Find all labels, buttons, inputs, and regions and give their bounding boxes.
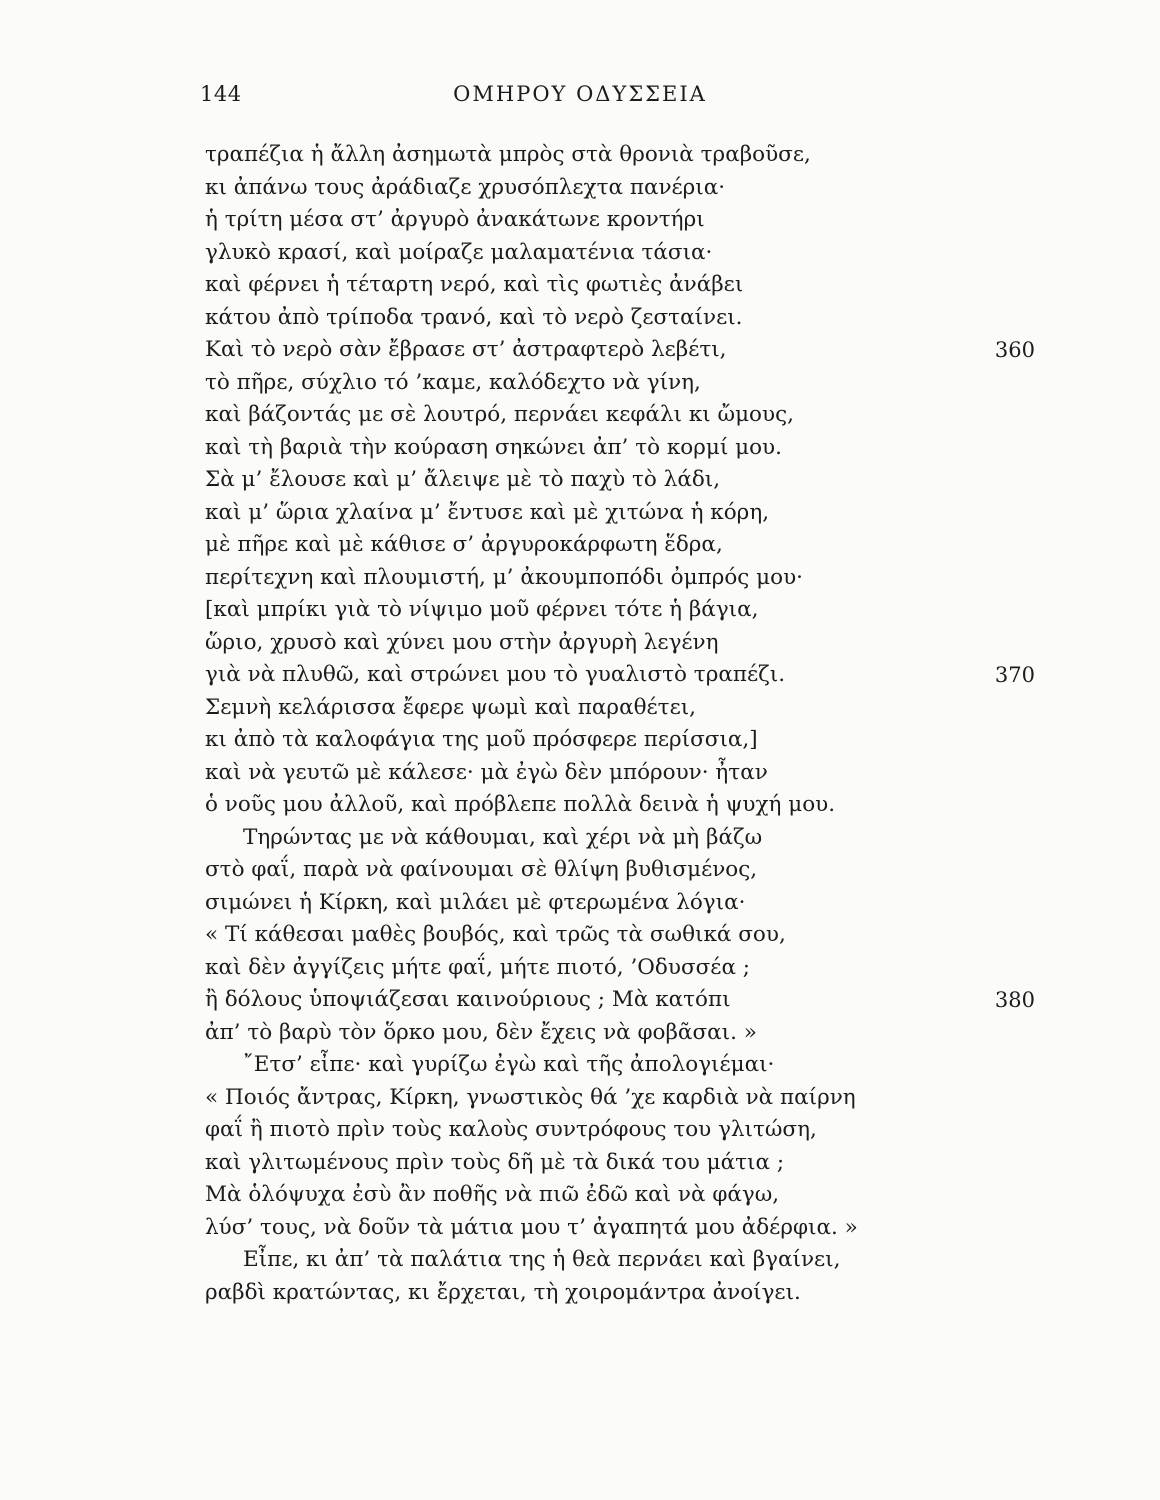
verse-line	[205, 302, 1065, 335]
verse-line	[205, 334, 1065, 367]
verse-line	[205, 1147, 1065, 1180]
verse-text: στὸ φαΐ, παρὰ νὰ φαίνουμαι σὲ θλίψη βυθισμένος,	[205, 857, 758, 882]
verse-line	[205, 204, 1065, 237]
verse-text: μὲ πῆρε καὶ μὲ κάθισε σ’ ἀργυροκάρφωτη ἕδρα,	[205, 532, 723, 557]
verse-text: Σεμνὴ κελάρισσα ἔφερε ψωμὶ καὶ παραθέτει,	[205, 694, 696, 720]
verse-line	[205, 497, 1065, 530]
verse-line	[205, 237, 1065, 270]
verse-line	[205, 1049, 1065, 1082]
verse-line	[205, 919, 1065, 952]
verse-text: ἀπ’ τὸ βαρὺ τὸν ὅρκο μου, δὲν ἔχεις νὰ φοβᾶσαι. »	[205, 1019, 757, 1045]
verse-text: Καὶ τὸ νερὸ σὰν ἔβρασε στ’ ἀστραφτερὸ λεβέτι,	[205, 337, 727, 362]
verse-line	[205, 139, 1065, 172]
verse-text: σιμώνει ἡ Κίρκη, καὶ μιλάει μὲ φτερωμένα λόγια·	[205, 889, 746, 915]
verse-text: ἡ τρίτη μέσα στ’ ἀργυρὸ ἀνακάτωνε κροντήρι	[205, 207, 705, 232]
verse-line	[205, 172, 1065, 205]
verse-line	[205, 822, 1065, 855]
verse-line	[205, 432, 1065, 465]
verse-text: καὶ τὴ βαριὰ τὴν κούραση σηκώνει ἀπ’ τὸ κορμί μου.	[205, 434, 782, 460]
verse-text: κι ἀπάνω τους ἀράδιαζε χρυσόπλεχτα πανέρια·	[205, 174, 726, 200]
verse-line	[205, 854, 1065, 887]
verse-text: Τηρώντας με νὰ κάθουμαι, καὶ χέρι νὰ μὴ βάζω	[243, 824, 763, 850]
verse-line	[205, 464, 1065, 497]
verse-text: γιὰ νὰ πλυθῶ, καὶ στρώνει μου τὸ γυαλιστὸ τραπέζι.	[205, 662, 786, 687]
verse-line	[205, 269, 1065, 302]
verse-line	[205, 1277, 1065, 1310]
line-number: 360	[994, 338, 1035, 362]
verse-line	[205, 399, 1065, 432]
verse-text: ὥριο, χρυσὸ καὶ χύνει μου στὴν ἀργυρὴ λεγένη	[205, 629, 719, 655]
page-number: 144	[200, 82, 242, 106]
verse-line	[205, 627, 1065, 660]
verse-line	[205, 1082, 1065, 1115]
verse-text: λύσ’ τους, νὰ δοῦν τὰ μάτια μου τ’ ἀγαπητά μου ἀδέρφια. »	[205, 1214, 858, 1240]
verse-text: καὶ μ’ ὥρια χλαίνα μ’ ἔντυσε καὶ μὲ χιτώνα ἡ κόρη,	[205, 499, 770, 525]
verse-text: [καὶ μπρίκι γιὰ τὸ νίψιμο μοῦ φέρνει τότε ἡ βάγια,	[205, 597, 759, 622]
verse-text: καὶ φέρνει ἡ τέταρτη νερό, καὶ τὶς φωτιὲς ἀνάβει	[205, 272, 744, 297]
verse-text: ραβδὶ κρατώντας, κι ἔρχεται, τὴ χοιρομάντρα ἀνοίγει.	[205, 1279, 801, 1305]
line-number: 370	[994, 663, 1035, 687]
verse-line	[205, 1244, 1065, 1277]
verse-line	[205, 562, 1065, 595]
verse-text: « Τί κάθεσαι μαθὲς βουβός, καὶ τρῶς τὰ σωθικά σου,	[205, 922, 786, 947]
verse-line	[205, 1114, 1065, 1147]
verse-text: Σὰ μ’ ἔλουσε καὶ μ’ ἄλειψε μὲ τὸ παχὺ τὸ λάδι,	[205, 467, 721, 492]
verse-text: Μὰ ὁλόψυχα ἐσὺ ἂν ποθῆς νὰ πιῶ ἐδῶ καὶ νὰ φάγω,	[205, 1182, 780, 1207]
verse-text: ὁ νοῦς μου ἀλλοῦ, καὶ πρόβλεπε πολλὰ δεινὰ ἡ ψυχή μου.	[205, 792, 836, 817]
verse-block	[205, 139, 1065, 1309]
verse-text: Εἶπε, κι ἀπ’ τὰ παλάτια της ἡ θεὰ περνάει καὶ βγαίνει,	[243, 1247, 841, 1272]
line-number: 380	[994, 988, 1035, 1012]
verse-text: φαΐ ἢ πιοτὸ πρὶν τοὺς καλοὺς συντρόφους του γλιτώση,	[205, 1117, 817, 1142]
verse-line	[205, 529, 1065, 562]
verse-text: γλυκὸ κρασί, καὶ μοίραζε μαλαματένια τάσια·	[205, 239, 713, 265]
verse-line	[205, 594, 1065, 627]
verse-line	[205, 692, 1065, 725]
verse-line	[205, 789, 1065, 822]
verse-text: περίτεχνη καὶ πλουμιστή, μ’ ἀκουμποπόδι ὀμπρός μου·	[205, 564, 803, 590]
verse-text: καὶ βάζοντάς με σὲ λουτρό, περνάει κεφάλι κι ὤμους,	[205, 402, 794, 427]
verse-text: καὶ νὰ γευτῶ μὲ κάλεσε· μὰ ἐγὼ δὲν μπόρουν· ἦταν	[205, 759, 768, 785]
verse-text: « Ποιός ἄντρας, Κίρκη, γνωστικὸς θά ’χε καρδιὰ νὰ παίρνη	[205, 1084, 856, 1110]
verse-text: κάτου ἀπὸ τρίποδα τρανό, καὶ τὸ νερὸ ζεσταίνει.	[205, 304, 743, 330]
verse-text: καὶ γλιτωμένους πρὶν τοὺς δῆ μὲ τὰ δικά του μάτια ;	[205, 1149, 785, 1175]
verse-line	[205, 1179, 1065, 1212]
verse-line	[205, 952, 1065, 985]
verse-line	[205, 367, 1065, 400]
verse-text: ῎Ετσ’ εἶπε· καὶ γυρίζω ἐγὼ καὶ τῆς ἀπολογιέμαι·	[243, 1052, 775, 1077]
running-head: ΟΜΗΡΟΥ ΟΔΥΣΣΕΙΑ	[453, 82, 707, 106]
verse-line	[205, 659, 1065, 692]
verse-line	[205, 1212, 1065, 1245]
verse-text: τραπέζια ἡ ἄλλη ἀσημωτὰ μπρὸς στὰ θρονιὰ τραβοῦσε,	[205, 142, 811, 167]
verse-text: ἢ δόλους ὑποψιάζεσαι καινούριους ; Μὰ κατόπι	[205, 987, 731, 1012]
verse-text: κι ἀπὸ τὰ καλοφάγια της μοῦ πρόσφερε περίσσια,]	[205, 727, 758, 752]
verse-line	[205, 757, 1065, 790]
verse-text: καὶ δὲν ἀγγίζεις μήτε φαΐ, μήτε πιοτό, ’Οδυσσέα ;	[205, 954, 751, 980]
verse-line	[205, 724, 1065, 757]
verse-line	[205, 984, 1065, 1017]
verse-line	[205, 887, 1065, 920]
verse-text: τὸ πῆρε, σύχλιο τό ’καμε, καλόδεχτο νὰ γίνη,	[205, 369, 701, 395]
verse-line	[205, 1017, 1065, 1050]
